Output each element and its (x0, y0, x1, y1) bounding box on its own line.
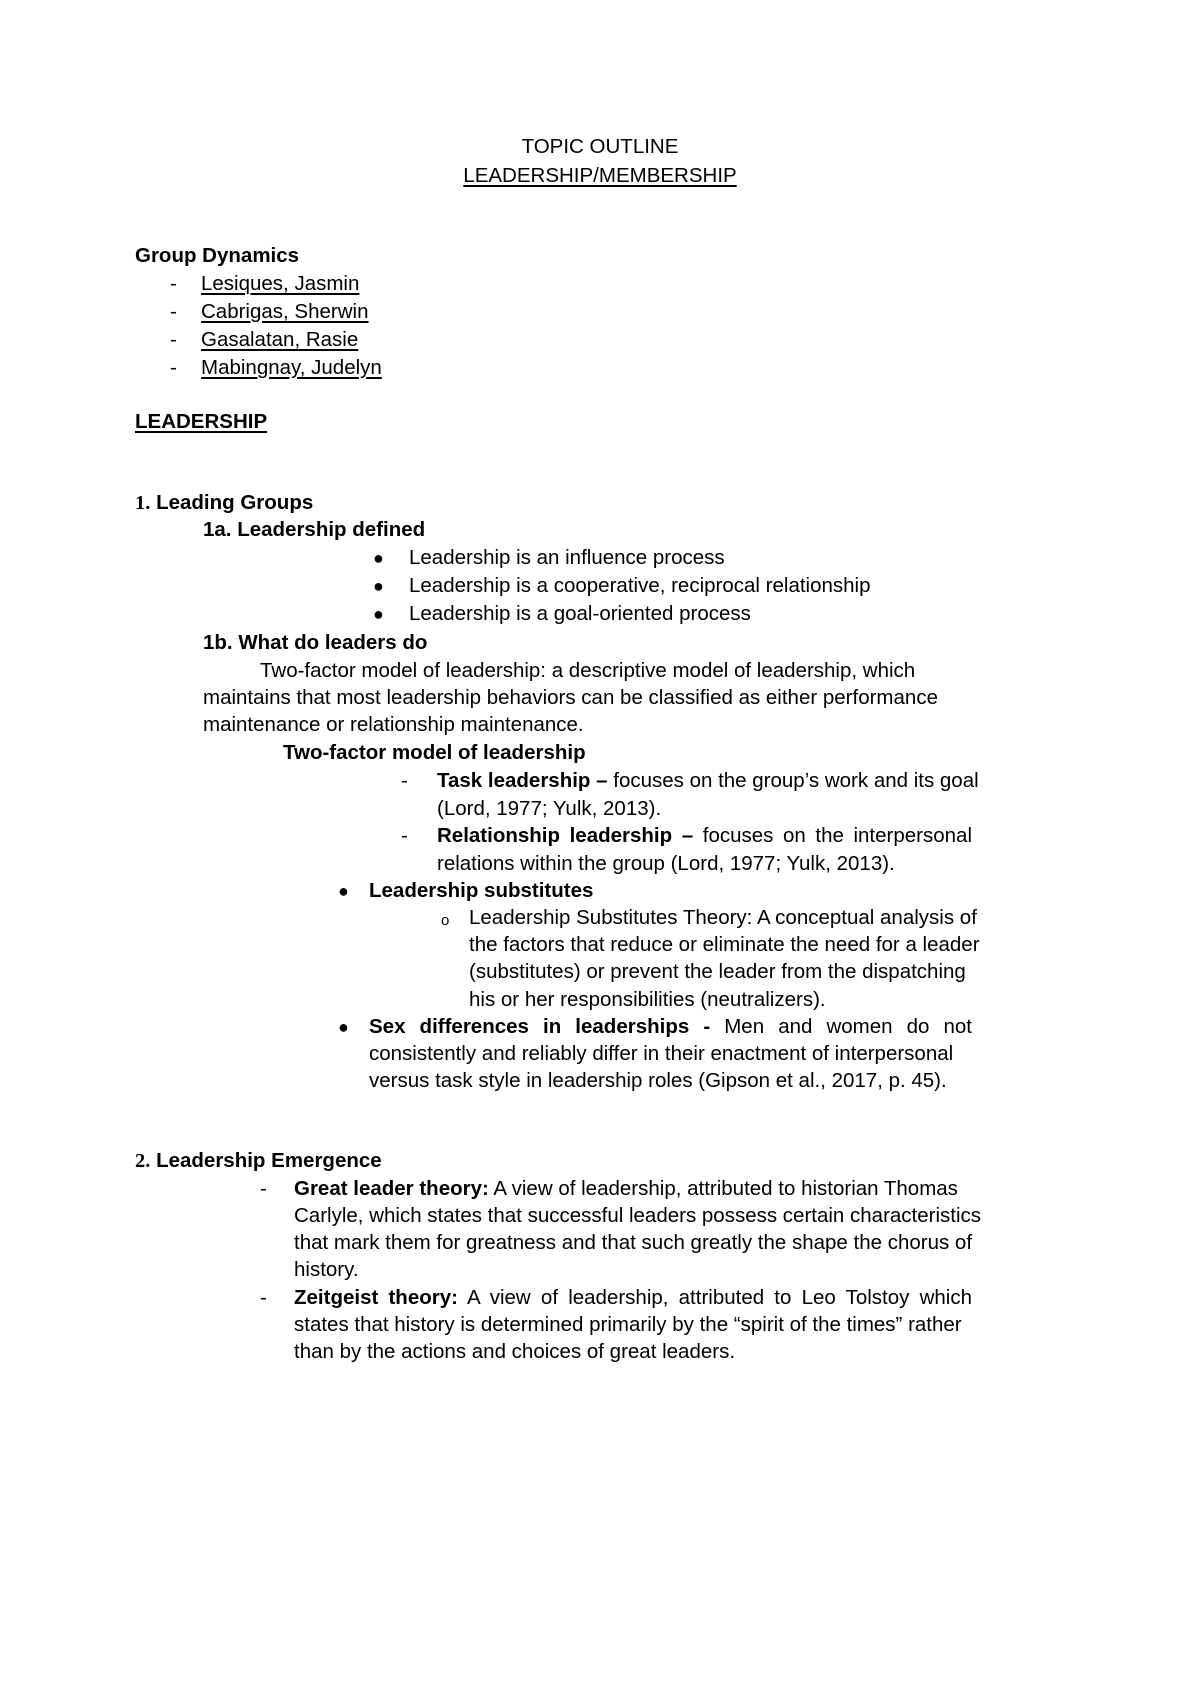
relationship-leadership-citation: relations within the group (Lord, 1977; Yulk, 2013). (437, 852, 895, 875)
zeitgeist-line: than by the actions and choices of great leaders. (294, 1340, 736, 1363)
paragraph-line: maintenance or relationship maintenance. (203, 713, 584, 736)
task-leadership-text: focuses on the group’s work and its goal (607, 769, 979, 792)
relationship-leadership-term: Relationship leadership – (437, 824, 694, 847)
bullet-icon: ● (373, 548, 384, 568)
section-number: 1. (135, 492, 151, 514)
sex-differences-term: Sex differences in leaderships - (369, 1015, 711, 1038)
document-title: TOPIC OUTLINE (521, 135, 679, 158)
substitutes-line: his or her responsibilities (neutralizers). (469, 988, 826, 1011)
great-leader-line: history. (294, 1258, 359, 1281)
member-name: Lesiques, Jasmin (201, 272, 360, 295)
item-dash: - (401, 769, 408, 792)
member-name: Gasalatan, Rasie (201, 328, 359, 351)
section-title: Leadership Emergence (156, 1149, 382, 1172)
subsection-1a-title: 1a. Leadership defined (203, 518, 426, 541)
sex-differences-line: consistently and reliably differ in their enactment of interpersonal (369, 1042, 954, 1065)
task-leadership-term: Task leadership – (437, 769, 608, 792)
member-dash: - (170, 356, 177, 379)
zeitgeist-term: Zeitgeist theory: (294, 1286, 458, 1309)
section-heading: LEADERSHIP (135, 410, 268, 433)
bullet-icon: ● (373, 576, 384, 596)
substitutes-line: Leadership Substitutes Theory: A conceptual analysis of (469, 906, 977, 929)
group-heading: Group Dynamics (135, 244, 300, 267)
great-leader-line: that mark them for greatness and that such greatly the shape the chorus of (294, 1231, 973, 1254)
task-leadership-citation: (Lord, 1977; Yulk, 2013). (437, 797, 662, 820)
zeitgeist-text: A view of leadership, attributed to Leo Tolstoy which (457, 1286, 972, 1309)
bullet-icon: ● (373, 604, 384, 624)
section-title: Leading Groups (156, 491, 314, 514)
zeitgeist-line (294, 1283, 972, 1313)
great-leader-text: A view of leadership, attributed to historian Thomas (488, 1177, 958, 1200)
task-leadership-line (437, 766, 979, 796)
subsection-1b-title: 1b. What do leaders do (203, 631, 428, 654)
item-dash: - (260, 1286, 267, 1309)
paragraph-line: maintains that most leadership behaviors can be classified as either performance (203, 686, 938, 709)
paragraph-line: Two-factor model of leadership: a descriptive model of leadership, which (260, 659, 916, 682)
member-dash: - (170, 272, 177, 295)
member-name: Mabingnay, Judelyn (201, 356, 382, 379)
great-leader-term: Great leader theory: (294, 1177, 489, 1200)
section-2-heading (135, 1146, 382, 1177)
bullet-icon: ● (338, 1017, 349, 1037)
substitutes-line: (substitutes) or prevent the leader from the dispatching (469, 960, 966, 983)
bullet-text: Leadership is a cooperative, reciprocal relationship (409, 574, 871, 597)
member-dash: - (170, 300, 177, 323)
great-leader-line: Carlyle, which states that successful leaders possess certain characteristics (294, 1204, 982, 1227)
bullet-text: Leadership is an influence process (409, 546, 725, 569)
sex-differences-text: Men and women do not (724, 1015, 973, 1038)
relationship-leadership-line (437, 821, 972, 851)
circle-bullet-icon: o (441, 912, 450, 929)
item-dash: - (260, 1177, 267, 1200)
item-dash: - (401, 824, 408, 847)
sex-differences-line: versus task style in leadership roles (Gipson et al., 2017, p. 45). (369, 1069, 947, 1092)
document-subtitle: LEADERSHIP/MEMBERSHIP (463, 164, 737, 187)
relationship-leadership-text: focuses on the interpersonal (702, 824, 972, 847)
substitutes-line: the factors that reduce or eliminate the need for a leader (469, 933, 980, 956)
bullet-text: Leadership is a goal-oriented process (409, 602, 751, 625)
member-name: Cabrigas, Sherwin (201, 300, 369, 323)
section-number: 2. (135, 1150, 151, 1172)
member-dash: - (170, 328, 177, 351)
leadership-substitutes-title: Leadership substitutes (369, 879, 594, 902)
great-leader-line (294, 1174, 958, 1204)
bullet-icon: ● (338, 881, 349, 901)
two-factor-title: Two-factor model of leadership (283, 741, 586, 764)
zeitgeist-line: states that history is determined primarily by the “spirit of the times” rather (294, 1313, 962, 1336)
sex-differences-line (369, 1012, 972, 1042)
section-1-heading (135, 488, 313, 519)
